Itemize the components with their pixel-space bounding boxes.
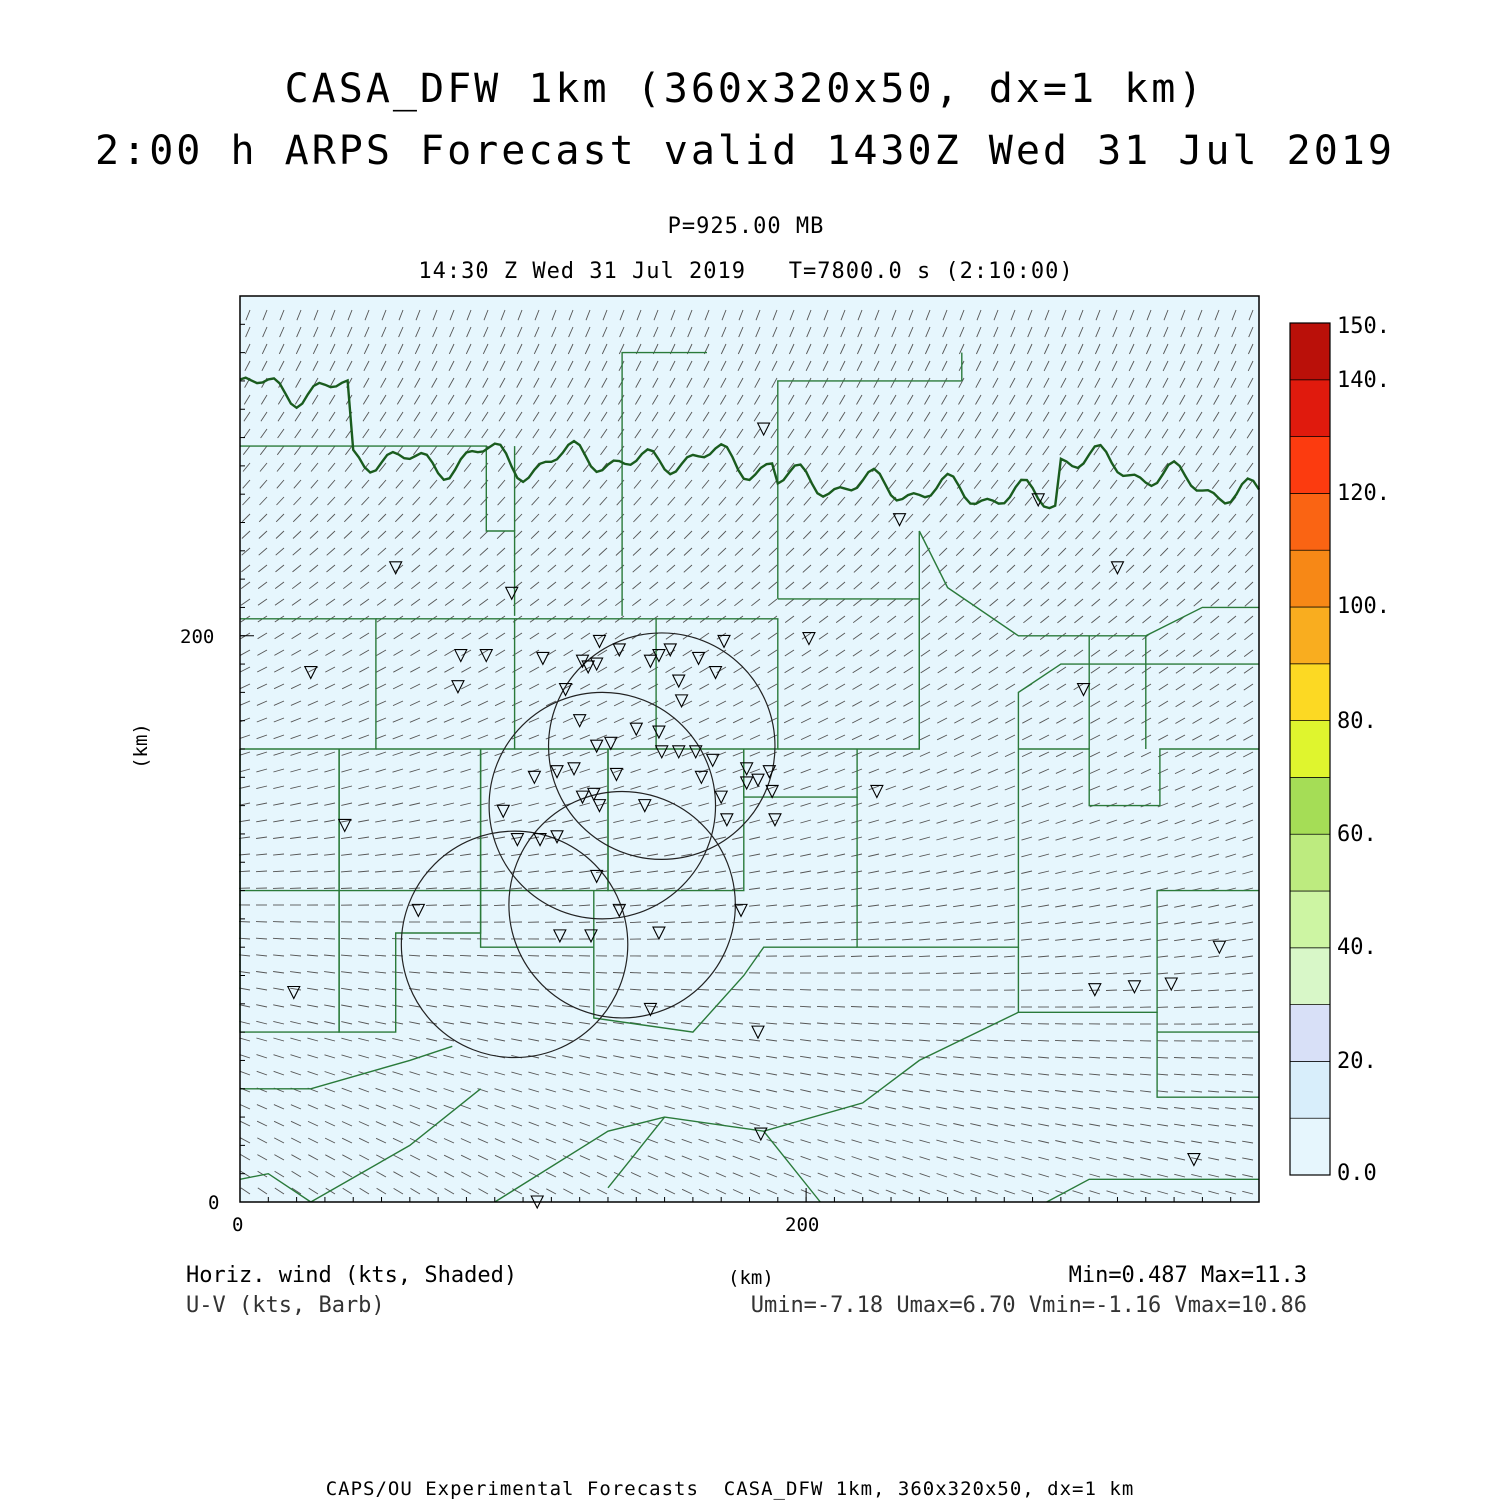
colorbar-bin-11 bbox=[1290, 493, 1330, 550]
wind-barb-2496 bbox=[851, 1007, 862, 1008]
wind-barb-2363 bbox=[630, 973, 641, 974]
valid-time-label: 14:30 Z Wed 31 Jul 2019 T=7800.0 s (2:10:00) bbox=[418, 259, 1074, 284]
colorbar-label-60: 60. bbox=[1337, 822, 1377, 847]
wind-barb-2183 bbox=[630, 922, 641, 923]
chart-title-line-1: CASA_DFW 1km (360x320x50, dx=1 km) bbox=[284, 66, 1206, 112]
wind-barb-2429 bbox=[732, 989, 743, 990]
wind-barb-2116 bbox=[511, 905, 522, 906]
wind-barb-2317 bbox=[868, 956, 879, 957]
chart-title-line-2: 2:00 h ARPS Forecast valid 1430Z Wed 31 Jul 2019 bbox=[95, 128, 1395, 174]
y-tick-200: 200 bbox=[180, 626, 215, 648]
wind-barb-2117 bbox=[528, 905, 539, 906]
colorbar-bin-12 bbox=[1290, 437, 1330, 494]
wind-barb-2563 bbox=[970, 1024, 981, 1025]
wind-barb-2452 bbox=[1123, 990, 1134, 991]
wind-barb-2630 bbox=[1089, 1041, 1100, 1042]
wind-barb-2361 bbox=[596, 972, 607, 973]
wind-barb-2386 bbox=[1021, 973, 1032, 974]
wind-barb-2453 bbox=[1140, 990, 1151, 991]
colorbar-label-80: 80. bbox=[1337, 709, 1377, 734]
colorbar-bin-8 bbox=[1290, 664, 1330, 721]
wind-barb-2316 bbox=[851, 956, 862, 957]
wind-barb-2046 bbox=[341, 888, 352, 889]
wind-barb-2181 bbox=[596, 922, 607, 923]
wind-barb-2385 bbox=[1004, 973, 1015, 974]
barb-field-legend: U-V (kts, Barb) bbox=[186, 1293, 385, 1318]
x-tick-200: 200 bbox=[785, 1214, 820, 1236]
wind-barb-2495 bbox=[834, 1006, 845, 1007]
wind-barb-2227 bbox=[358, 939, 369, 940]
wind-barb-2249 bbox=[732, 939, 743, 940]
colorbar-bin-7 bbox=[1290, 721, 1330, 778]
wind-barb-2430 bbox=[749, 990, 760, 991]
y-axis-label: (km) bbox=[129, 723, 152, 769]
wind-barb-2226 bbox=[341, 938, 352, 939]
wind-barb-2047 bbox=[358, 888, 369, 889]
colorbar-bin-5 bbox=[1290, 834, 1330, 891]
wind-barb-2427 bbox=[698, 989, 709, 990]
colorbar-bin-6 bbox=[1290, 777, 1330, 834]
colorbar-bin-0 bbox=[1290, 1118, 1330, 1175]
colorbar-label-150: 150. bbox=[1337, 314, 1390, 339]
uv-min-max: Umin=-7.18 Umax=6.70 Vmin=-1.16 Vmax=10.86 bbox=[750, 1293, 1307, 1318]
wind-barb-2252 bbox=[783, 939, 794, 940]
wind-barb-2114 bbox=[477, 905, 488, 906]
wind-barb-2629 bbox=[1072, 1041, 1083, 1042]
wind-barb-2360 bbox=[579, 972, 590, 973]
colorbar-bin-10 bbox=[1290, 550, 1330, 607]
colorbar-label-120: 120. bbox=[1337, 481, 1390, 506]
wind-barb-2250 bbox=[749, 939, 760, 940]
colorbar-bin-4 bbox=[1290, 891, 1330, 948]
wind-barb-2383 bbox=[970, 973, 981, 974]
wind-barb-2318 bbox=[885, 956, 896, 957]
wind-barb-2115 bbox=[494, 905, 505, 906]
x-axis-label: (km) bbox=[728, 1267, 774, 1289]
colorbar-label-0: 0.0 bbox=[1337, 1161, 1377, 1186]
wind-barb-2431 bbox=[766, 990, 777, 991]
wind-barb-2694 bbox=[1157, 1057, 1168, 1058]
wind-barb-2627 bbox=[1038, 1040, 1049, 1041]
wind-barb-2048 bbox=[375, 888, 386, 889]
wind-barb-2045 bbox=[324, 888, 335, 889]
wind-barb-2450 bbox=[1089, 990, 1100, 991]
x-tick-0: 0 bbox=[232, 1214, 244, 1236]
pressure-level-label: P=925.00 MB bbox=[667, 214, 825, 239]
wind-barb-2451 bbox=[1106, 990, 1117, 991]
y-tick-0: 0 bbox=[208, 1192, 220, 1214]
wind-barb-2628 bbox=[1055, 1040, 1066, 1041]
wind-barb-2497 bbox=[868, 1007, 879, 1008]
wind-barb-2518 bbox=[1225, 1007, 1236, 1008]
wind-barb-2044 bbox=[307, 888, 318, 889]
wind-barb-2319 bbox=[902, 956, 913, 957]
wind-barb-2362 bbox=[613, 973, 624, 974]
wind-barb-2561 bbox=[936, 1023, 947, 1024]
colorbar-bin-2 bbox=[1290, 1005, 1330, 1062]
colorbar-label-20: 20. bbox=[1337, 1049, 1377, 1074]
wind-barb-2251 bbox=[766, 939, 777, 940]
wind-barb-2693 bbox=[1140, 1057, 1151, 1058]
wind-barb-2494 bbox=[817, 1006, 828, 1007]
wind-barb-2519 bbox=[1242, 1007, 1253, 1008]
wind-barb-2562 bbox=[953, 1023, 964, 1024]
colorbar-bin-13 bbox=[1290, 380, 1330, 437]
colorbar-label-140: 140. bbox=[1337, 368, 1390, 393]
shaded-field-legend: Horiz. wind (kts, Shaded) bbox=[186, 1263, 518, 1288]
wind-barb-2113 bbox=[460, 905, 471, 906]
colorbar-bin-9 bbox=[1290, 607, 1330, 664]
field-min-max: Min=0.487 Max=11.3 bbox=[1068, 1263, 1307, 1288]
wind-barb-2294 bbox=[477, 955, 488, 956]
wind-barb-2759 bbox=[1242, 1074, 1253, 1075]
wind-barb-2182 bbox=[613, 922, 624, 923]
wind-barb-2225 bbox=[324, 938, 335, 939]
wind-barb-2384 bbox=[987, 973, 998, 974]
wind-barb-2293 bbox=[460, 955, 471, 956]
wind-barb-2516 bbox=[1191, 1007, 1202, 1008]
colorbar-label-40: 40. bbox=[1337, 935, 1377, 960]
colorbar-bin-3 bbox=[1290, 948, 1330, 1005]
wind-barb-2320 bbox=[919, 956, 930, 957]
wind-barb-2295 bbox=[494, 956, 505, 957]
colorbar-bin-14 bbox=[1290, 323, 1330, 380]
wind-barb-2185 bbox=[664, 922, 675, 923]
wind-barb-2428 bbox=[715, 989, 726, 990]
wind-barb-2184 bbox=[647, 922, 658, 923]
colorbar bbox=[1290, 323, 1330, 1175]
wind-barb-2228 bbox=[375, 939, 386, 940]
bottom-caption: CAPS/OU Experimental Forecasts CASA_DFW 1km, 360x320x50, dx=1 km bbox=[325, 1478, 1135, 1500]
colorbar-label-100: 100. bbox=[1337, 594, 1390, 619]
wind-barb-2696 bbox=[1191, 1058, 1202, 1059]
wind-barb-2517 bbox=[1208, 1007, 1219, 1008]
wind-barb-2695 bbox=[1174, 1058, 1185, 1059]
colorbar-bin-1 bbox=[1290, 1061, 1330, 1118]
